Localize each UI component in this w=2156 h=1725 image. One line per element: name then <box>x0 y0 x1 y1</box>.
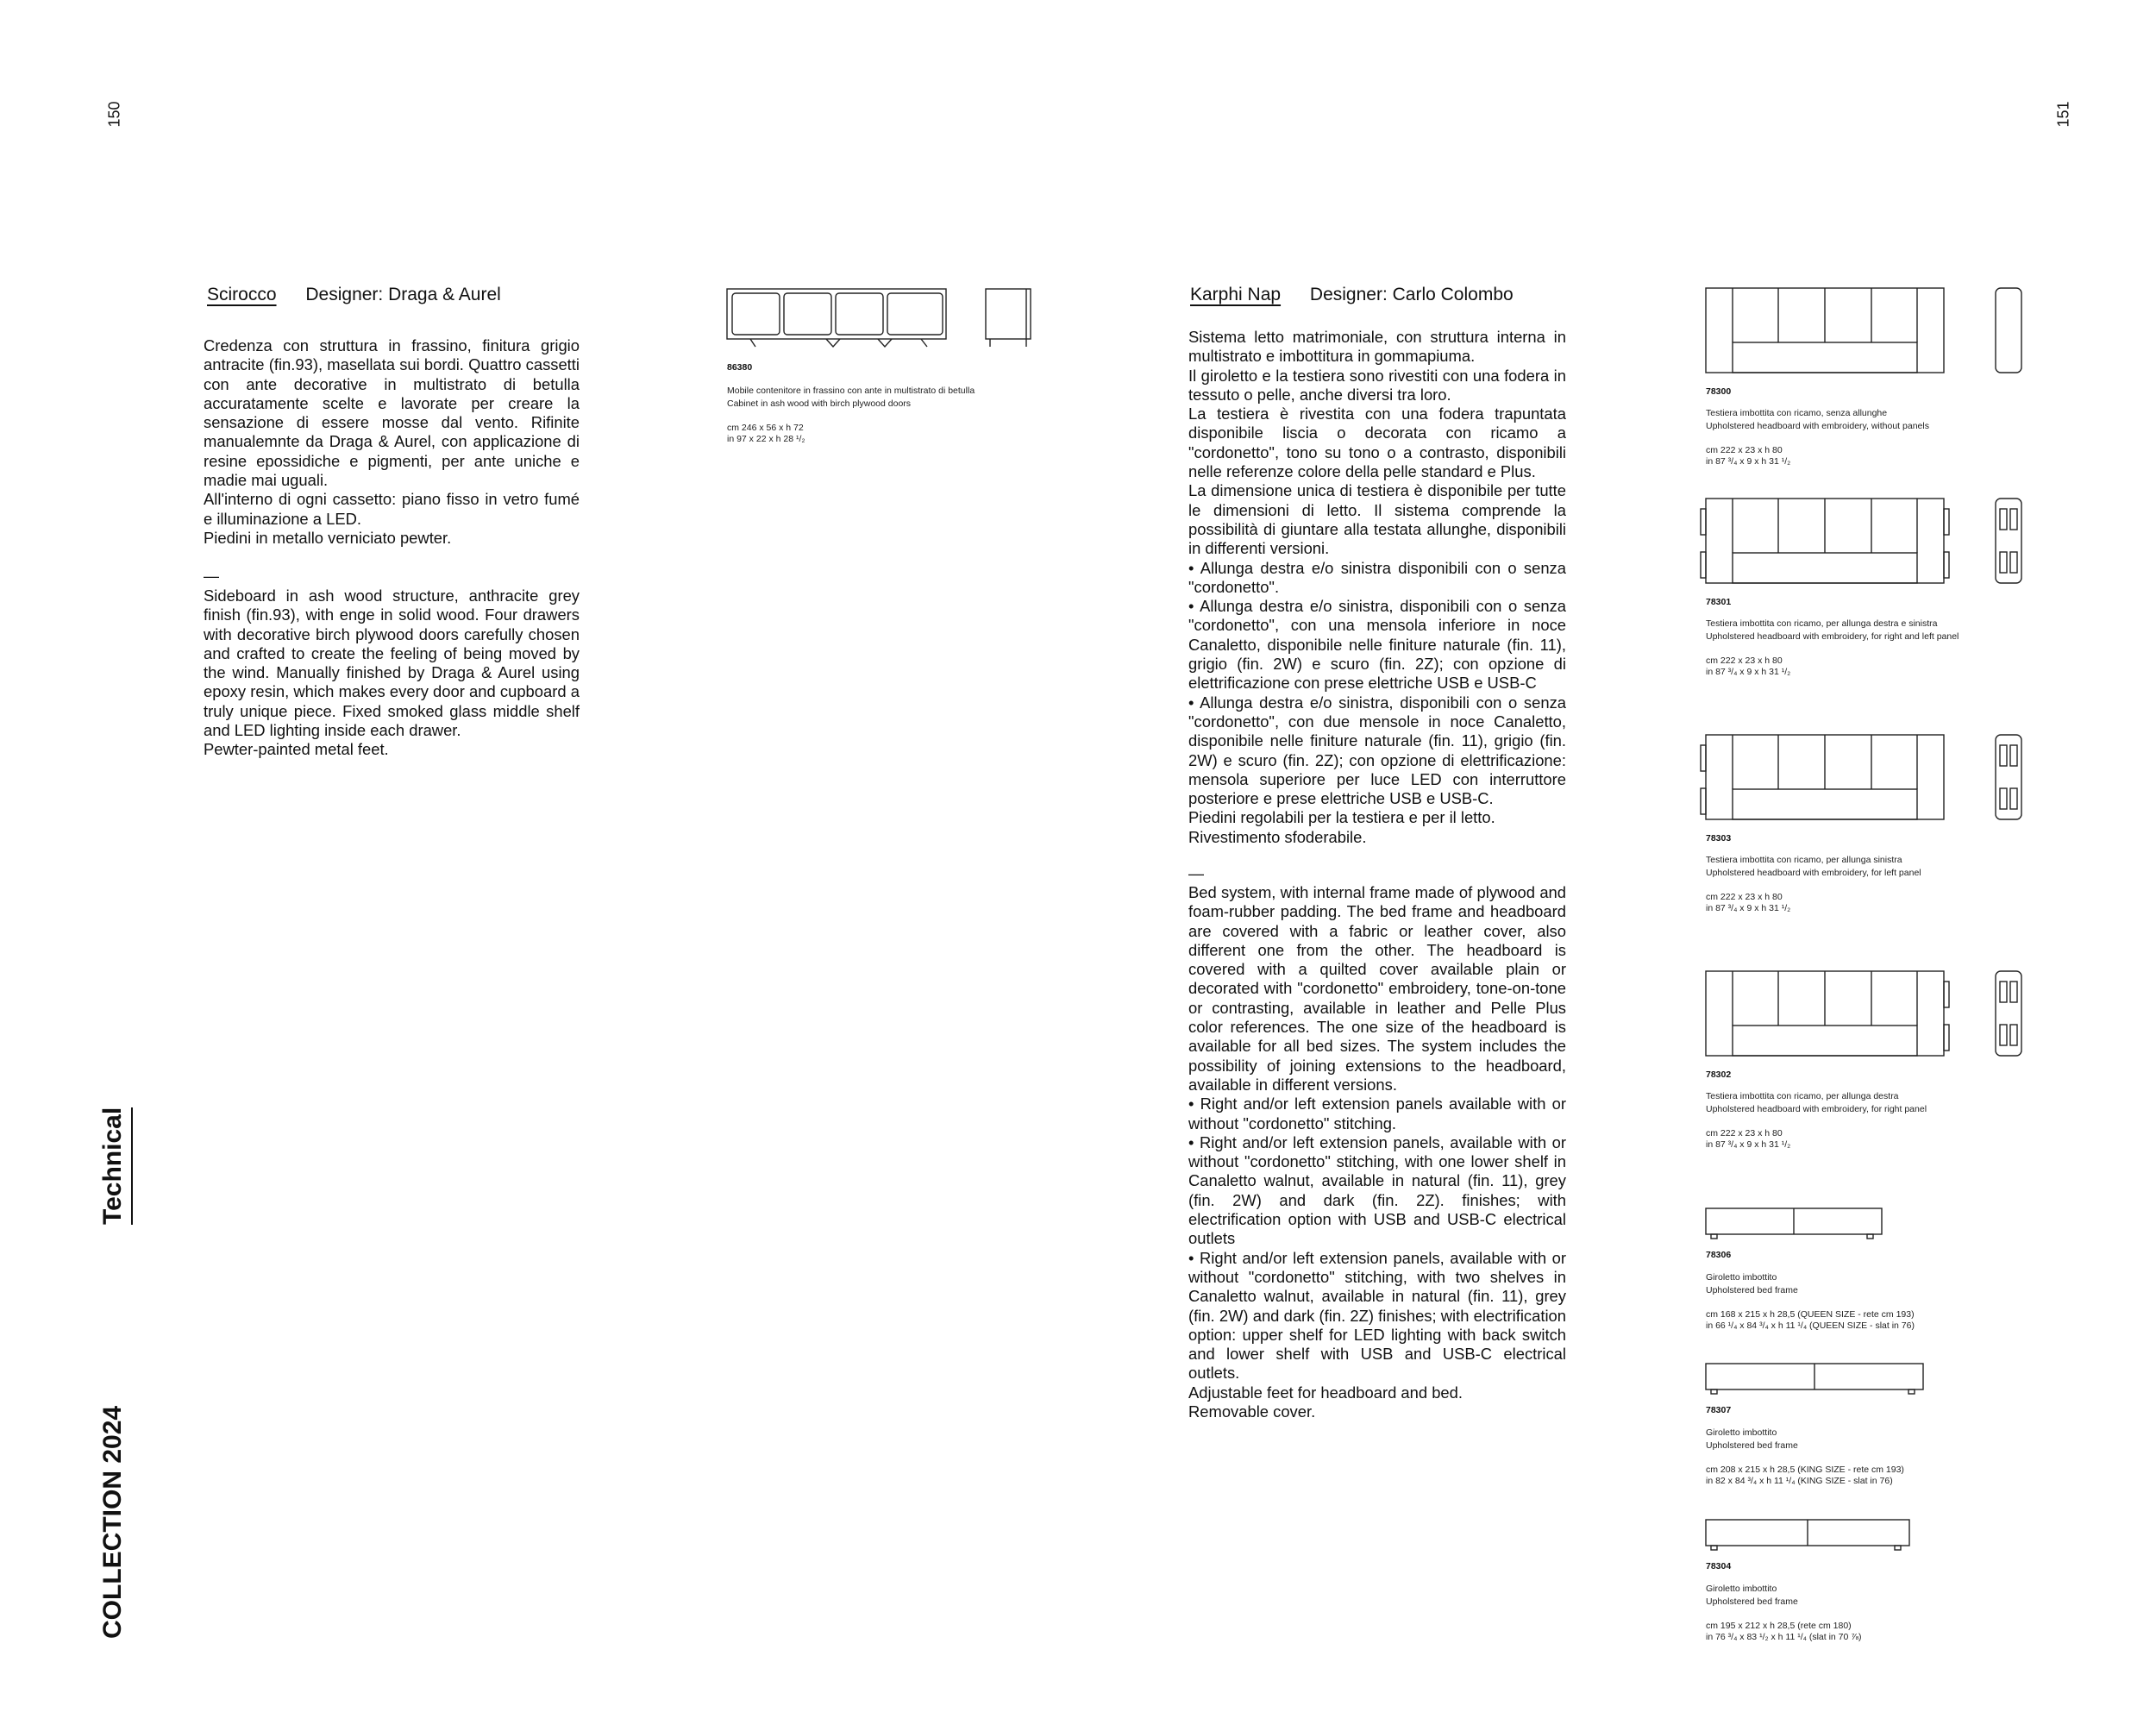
product-description: Mobile contenitore in frassino con ante in multistrato di betulla Cabinet in ash wood with birch plywood doors <box>727 386 975 409</box>
collection-label: COLLECTION 2024 <box>98 1405 127 1639</box>
product-dimensions: cm 208 x 215 x h 28,5 (KING SIZE - rete cm 193) in 82 x 84 ³/₄ x h 11 ¹/₄ (KING SIZE - slat in 76) <box>1706 1465 1904 1486</box>
description-italian: Credenza con struttura in frassino, finitura grigio antracite (fin.93), masellata sui bordi. Quattro cassetti con ante decorative in multistrato di betulla accuratamente scelte e lavorate per creare la sensazione di essere mosse dal vento. Rifinite manualemnte da Draga & Aurel, con applicazione di resine epossidiche e pigmenti, per ante uniche e madie mai uguali. All'interno di ogni cassetto: piano fisso in vetro fumé e illuminazione a LED. Piedini in metallo verniciato pewter. <box>204 336 580 547</box>
description-english: Sideboard in ash wood structure, anthracite grey finish (fin.93), with enge in solid wood. Four drawers with decorative birch plywood doors carefully chosen and crafted to create the feeling of being moved by the wind. Manually finished by Draga & Aurel using epoxy resin, which makes every door and cupboard a truly unique piece. Fixed smoked glass middle shelf and LED lighting inside each drawer. Pewter-painted metal feet. <box>204 586 580 759</box>
product-code: 78304 <box>1706 1561 1732 1571</box>
designer-name: Designer: Draga & Aurel <box>305 285 501 304</box>
page-number-left: 150 <box>105 101 123 128</box>
product-code: 78302 <box>1706 1070 1732 1080</box>
product-code: 78307 <box>1706 1405 1732 1415</box>
product-description: Testiera imbottita con ricamo, senza allunghe Upholstered headboard with embroidery, without panels <box>1706 408 1929 431</box>
product-description: Giroletto imbottito Upholstered bed frame <box>1706 1272 1798 1295</box>
description-english: Bed system, with internal frame made of plywood and foam-rubber padding. The bed frame and headboard are covered with a fabric or leather cover, also different one from the other. The headboard is covered with a quilted cover available plain or decorated with "cordonetto" embroidery, tone-on-tone or contrasting, available in leather and Pelle Plus color references. The one size of the headboard is available for all bed sizes. The system includes the possibility of joining extensions to the headboard, available in different versions. • Right and/or left extension panels available with or without "cordonetto" stitching. • Right and/or left extension panels, available with or without "cordonetto" stitching, with one lower shelf in Canaletto walnut, available in natural (fin. 11), grey (fin. 2W) and dark (fin. 2Z). finishes; with electrification option with USB and USB-C electrical outlets • Right and/or left extension panels, available with or without "cordonetto" stitching, with two shelves in Canaletto walnut, available in natural (fin. 11), grey (fin. 2W) and dark (fin. 2Z) finishes; with electrification option: upper shelf for LED lighting with back switch and lower shelf with USB and USB-C electrical outlets. Adjustable feet for headboard and bed. Removable cover. <box>1188 883 1566 1421</box>
page-number-right: 151 <box>2054 101 2072 128</box>
section-label: Technical <box>98 1107 133 1225</box>
product-code: 78303 <box>1706 833 1732 844</box>
product-description: Giroletto imbottito Upholstered bed frame <box>1706 1584 1798 1607</box>
product-code: 86380 <box>727 362 753 373</box>
product-description: Testiera imbottita con ricamo, per allunga destra e sinistra Upholstered headboard with embroidery, for right and left panel <box>1706 618 1959 642</box>
product-dimensions: cm 168 x 215 x h 28,5 (QUEEN SIZE - rete cm 193) in 66 ¹/₄ x 84 ³/₄ x h 11 ¹/₄ (QUEEN SIZE - slat in 76) <box>1706 1309 1915 1331</box>
product-dimensions: cm 222 x 23 x h 80 in 87 ³/₄ x 9 x h 31 ¹/₂ <box>1706 892 1791 913</box>
product-code: 78300 <box>1706 386 1732 397</box>
product-dimensions: cm 246 x 56 x h 72 in 97 x 22 x h 28 ¹/₂ <box>727 423 805 444</box>
designer-name: Designer: Carlo Colombo <box>1309 285 1514 304</box>
product-dimensions: cm 222 x 23 x h 80 in 87 ³/₄ x 9 x h 31 ¹/₂ <box>1706 1128 1791 1150</box>
separator: — <box>204 568 219 585</box>
description-italian: Sistema letto matrimoniale, con struttura interna in multistrato e imbottitura in gommapiuma. Il giroletto e la testiera sono rivestiti con una fodera in tessuto o pelle, anche diversi tra loro. La testiera è rivestita con una fodera trapuntata disponibile liscia o decorata con ricamo a "cordonetto", tono su tono o a contrasto, disponibili nelle referenze colore della pelle standard e Plus. La dimensione unica di testiera è disponibile per tutte le dimensioni di letto. Il sistema comprende la possibilità di giuntare alla testata allunghe, disponibili in differenti versioni. • Allunga destra e/o sinistra disponibili con o senza "cordonetto". • Allunga destra e/o sinistra, disponibili con o senza "cordonetto", con una mensola inferiore in noce Canaletto, disponibile nelle finiture naturale (fin. 11), grigio (fin. 2W) e scuro (fin. 2Z); con opzione di elettrificazione con prese elettriche USB e USB-C • Allunga destra e/o sinistra, disponibili con o senza "cordonetto", con due mensole in noce Canaletto, disponibile nelle finiture naturale (fin. 11), grigio (fin. 2W) e scuro (fin. 2Z); con opzione di elettrificazione: mensola superiore per luce LED con interruttore posteriore e prese elettriche USB e USB-C. Piedini regolabili per la testiera e per il letto. Rivestimento sfoderabile. <box>1188 328 1566 846</box>
product-name: Scirocco <box>207 285 277 304</box>
product-code: 78306 <box>1706 1250 1732 1260</box>
product-description: Testiera imbottita con ricamo, per allunga sinistra Upholstered headboard with embroidery, for left panel <box>1706 855 1921 878</box>
product-description: Giroletto imbottito Upholstered bed frame <box>1706 1427 1798 1451</box>
product-name: Karphi Nap <box>1190 285 1282 304</box>
product-code: 78301 <box>1706 597 1732 607</box>
product-dimensions: cm 222 x 23 x h 80 in 87 ³/₄ x 9 x h 31 ¹/₂ <box>1706 656 1791 677</box>
product-dimensions: cm 222 x 23 x h 80 in 87 ³/₄ x 9 x h 31 ¹/₂ <box>1706 445 1791 467</box>
product-dimensions: cm 195 x 212 x h 28,5 (rete cm 180) in 76 ³/₄ x 83 ¹/₂ x h 11 ¹/₄ (slat in 70 ⅞) <box>1706 1621 1862 1642</box>
product-description: Testiera imbottita con ricamo, per allunga destra Upholstered headboard with embroidery, for right panel <box>1706 1091 1927 1114</box>
separator: — <box>1188 865 1204 882</box>
